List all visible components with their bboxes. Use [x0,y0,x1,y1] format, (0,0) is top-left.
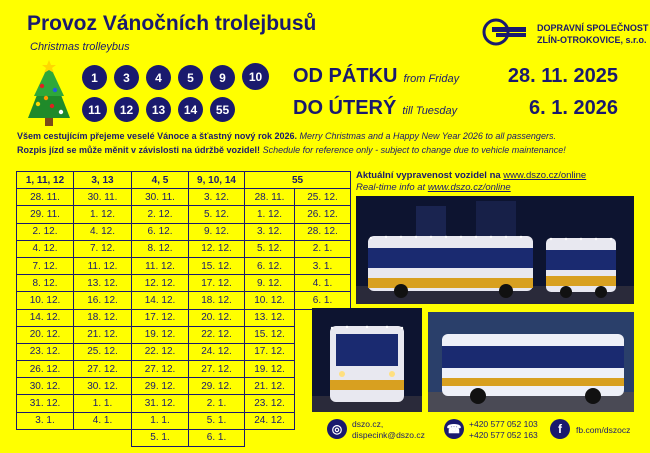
table-cell: 28. 12. [295,223,351,240]
table-cell: 24. 12. [189,343,245,360]
facebook-icon: f [550,419,570,439]
table-cell: 16. 12. [74,292,132,309]
column-header: 3, 13 [74,172,132,189]
table-cell: 27. 12. [74,361,132,378]
table-cell: 11. 12. [132,257,189,274]
column-header: 9, 10, 14 [189,172,245,189]
table-cell: 28. 11. [245,189,295,206]
table-row [17,412,351,429]
page-subtitle: Christmas trolleybus [30,41,130,53]
table-cell: 2. 1. [189,395,245,412]
page-title: Provoz Vánočních trolejbusů [27,12,317,35]
company-name: DOPRAVNÍ SPOLEČNOST ZLÍN-OTROKOVICE, s.r.o. [537,23,649,45]
column-header: 55 [245,172,351,189]
table-cell: 3. 1. [295,257,351,274]
table-cell: 5. 1. [189,412,245,429]
footer-phones: +420 577 052 103 +420 577 052 163 [469,419,538,440]
table-cell: 23. 12. [245,395,295,412]
table-cell: 30. 12. [17,378,74,395]
table-cell: 17. 12. [245,343,295,360]
table-cell: 23. 12. [17,343,74,360]
table-cell: 3. 12. [245,223,295,240]
table-cell: 31. 12. [17,395,74,412]
table-cell: 17. 12. [132,309,189,326]
photo-trolleybus-front [312,308,422,412]
route-badge: 14 [178,97,203,122]
table-row [17,361,351,378]
table-cell: 27. 12. [132,361,189,378]
table-cell: 19. 12. [245,361,295,378]
table-cell: 4. 1. [295,275,351,292]
table-cell: 18. 12. [74,309,132,326]
table-cell: 24. 12. [245,412,295,429]
table-cell: 1. 12. [74,206,132,223]
table-cell: 4. 12. [74,223,132,240]
online-link[interactable]: www.dszo.cz/online [503,170,587,181]
table-cell: 26. 12. [17,361,74,378]
table-cell: 17. 12. [189,275,245,292]
table-cell: 6. 12. [132,223,189,240]
to-date: 6. 1. 2026 [529,97,618,119]
christmas-tree-icon [22,60,76,128]
table-cell: 2. 12. [17,223,74,240]
table-cell: 2. 12. [132,206,189,223]
route-badge: 1 [82,65,107,90]
table-cell: 8. 12. [17,275,74,292]
table-cell: 5. 1. [132,429,189,446]
table-cell: 22. 12. [132,343,189,360]
table-cell: 27. 12. [189,361,245,378]
schedule-table [16,171,351,447]
table-cell: 15. 12. [245,326,295,343]
table-cell: 10. 12. [17,292,74,309]
table-cell: 4. 1. [74,412,132,429]
table-row [17,378,351,395]
table-cell: 3. 12. [189,189,245,206]
table-cell: 15. 12. [189,257,245,274]
table-row [17,429,351,446]
table-cell: 6. 1. [295,292,351,309]
table-cell: 8. 12. [132,240,189,257]
table-row [17,223,351,240]
table-cell: 9. 12. [189,223,245,240]
table-cell: 28. 11. [17,189,74,206]
from-date: 28. 11. 2025 [507,65,618,87]
table-cell: 2. 1. [295,240,351,257]
table-row [17,206,351,223]
footer-contacts [352,419,425,441]
table-cell: 20. 12. [17,326,74,343]
table-row [17,189,351,206]
route-badge: 13 [146,97,171,122]
column-header: 4, 5 [132,172,189,189]
table-cell: 12. 12. [189,240,245,257]
table-row [17,275,351,292]
website-link[interactable]: dszo.cz, [352,419,384,429]
table-cell: 21. 12. [245,378,295,395]
table-cell [17,429,74,446]
route-badge: 12 [114,97,139,122]
route-badge: 11 [82,97,107,122]
table-cell: 14. 12. [132,292,189,309]
table-cell: 1. 12. [245,206,295,223]
wish-line-1: Všem cestujícím přejeme veselé Vánoce a šťastný nový rok 2026. Merry Christmas and a Happy New Year 2026 to all passengers. [17,131,556,141]
table-row [17,395,351,412]
table-cell: 11. 12. [74,257,132,274]
online-link-en[interactable]: www.dszo.cz/online [427,182,511,193]
table-cell: 10. 12. [245,292,295,309]
table-cell: 30. 11. [74,189,132,206]
table-cell: 25. 12. [74,343,132,360]
route-badge: 4 [146,65,171,90]
table-cell: 13. 12. [74,275,132,292]
table-cell: 6. 1. [189,429,245,446]
table-cell: 7. 12. [74,240,132,257]
facebook-link[interactable]: fb.com/dszocz [576,425,631,435]
globe-icon: ◎ [327,419,347,439]
table-row [17,343,351,360]
table-cell: 21. 12. [74,326,132,343]
table-cell: 12. 12. [132,275,189,292]
table-cell: 13. 12. [245,309,295,326]
table-cell: 4. 12. [17,240,74,257]
table-row [17,240,351,257]
to-label: DO ÚTERÝ till Tuesday [293,97,458,119]
schedule-header-row [17,172,351,189]
table-cell: 29. 12. [132,378,189,395]
table-cell: 3. 1. [17,412,74,429]
table-cell [245,429,295,446]
table-cell: 6. 12. [245,257,295,274]
table-cell: 29. 12. [189,378,245,395]
table-cell [74,429,132,446]
table-row [17,326,351,343]
column-header: 1, 11, 12 [17,172,74,189]
route-badge: 55 [210,97,235,122]
table-cell: 31. 12. [132,395,189,412]
table-cell: 18. 12. [189,292,245,309]
table-row [17,257,351,274]
table-cell: 7. 12. [17,257,74,274]
table-cell: 29. 11. [17,206,74,223]
table-cell: 1. 1. [132,412,189,429]
table-cell: 25. 12. [295,189,351,206]
table-cell: 9. 12. [245,275,295,292]
table-cell: 14. 12. [17,309,74,326]
table-cell: 20. 12. [189,309,245,326]
table-cell: 1. 1. [74,395,132,412]
route-badge: 9 [210,65,235,90]
table-cell: 26. 12. [295,206,351,223]
route-badge: 5 [178,65,203,90]
route-badge: 10 [242,63,269,90]
company-logo-icon [482,18,528,46]
phone-icon: ☎ [444,419,464,439]
from-label: OD PÁTKU from Friday [293,65,460,87]
table-cell: 5. 12. [189,206,245,223]
table-cell: 30. 11. [132,189,189,206]
table-cell: 5. 12. [245,240,295,257]
table-cell: 30. 12. [74,378,132,395]
table-cell: 22. 12. [189,326,245,343]
photo-trolleybus-side [428,312,634,412]
photo-trolleybuses-night [356,196,634,304]
table-row [17,292,351,309]
wish-line-2: Rozpis jízd se může měnit v závislosti na údržbě vozidel! Schedule for reference only - subject to change due to vehicle maintenance! [17,145,566,155]
route-badge: 3 [114,65,139,90]
realtime-info: Aktuální vypravenost vozidel na www.dszo.cz/online Real-time info at www.dszo.cz/online [356,170,587,193]
table-cell: 19. 12. [132,326,189,343]
email-link[interactable]: dispecink@dszo.cz [352,430,425,440]
table-row [17,309,351,326]
